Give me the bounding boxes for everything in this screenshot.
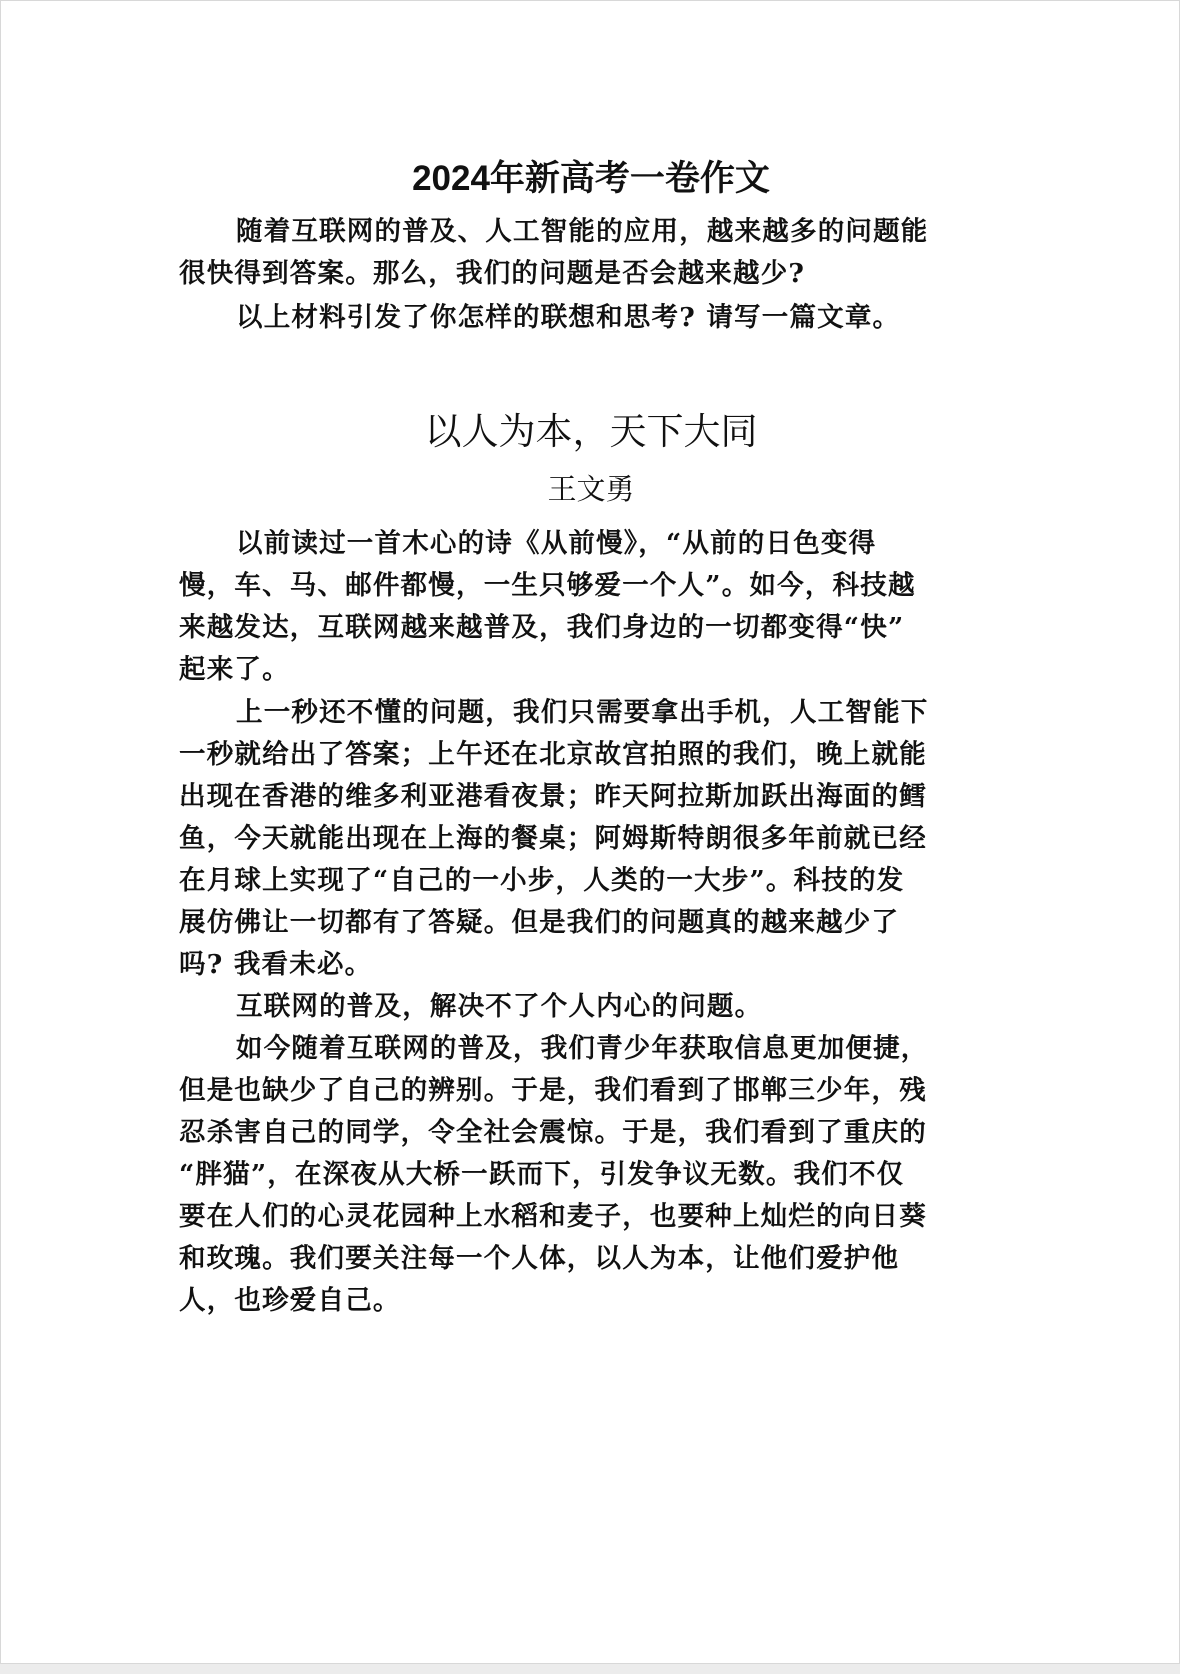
essay-line: 但是也缺少了自己的辨别。于是，我们看到了邯郸三少年，残 <box>179 1075 927 1106</box>
prompt-line: 随着互联网的普及、人工智能的应用，越来越多的问题能 <box>236 216 929 247</box>
essay-line: 出现在香港的维多利亚港看夜景；昨天阿拉斯加跃出海面的鳕 <box>179 781 927 812</box>
essay-line: 忍杀害自己的同学，令全社会震惊。于是，我们看到了重庆的 <box>179 1117 927 1148</box>
essay-line: 一秒就给出了答案；上午还在北京故宫拍照的我们，晚上就能 <box>179 739 927 770</box>
essay-line: 人，也珍爱自己。 <box>179 1285 401 1316</box>
essay-line: “胖猫”，在深夜从大桥一跃而下，引发争议无数。我们不仅 <box>179 1159 905 1190</box>
essay-line: 以前读过一首木心的诗《从前慢》，“从前的日色变得 <box>236 528 877 559</box>
essay-line: 慢，车、马、邮件都慢，一生只够爱一个人”。如今，科技越 <box>179 570 916 601</box>
prompt-line: 很快得到答案。那么，我们的问题是否会越来越少? <box>179 258 806 289</box>
essay-line: 吗? 我看未必。 <box>179 949 373 980</box>
essay-line: 起来了。 <box>179 654 290 685</box>
essay-line: 互联网的普及，解决不了个人内心的问题。 <box>236 991 763 1022</box>
essay-line: 要在人们的心灵花园种上水稻和麦子，也要种上灿烂的向日葵 <box>179 1201 927 1232</box>
essay-line: 展仿佛让一切都有了答疑。但是我们的问题真的越来越少了 <box>179 907 900 938</box>
essay-line: 上一秒还不懂的问题，我们只需要拿出手机，人工智能下 <box>236 697 929 728</box>
essay-line: 和玫瑰。我们要关注每一个人体，以人为本，让他们爱护他 <box>179 1243 900 1274</box>
prompt-line: 以上材料引发了你怎样的联想和思考? 请写一篇文章。 <box>236 302 901 333</box>
essay-title: 以人为本，天下大同 <box>424 410 758 453</box>
essay-line: 在月球上实现了“自己的一小步，人类的一大步”。科技的发 <box>179 865 905 896</box>
essay-line: 来越发达，互联网越来越普及，我们身边的一切都变得“快” <box>179 612 905 643</box>
essay-line: 如今随着互联网的普及，我们青少年获取信息更加便捷， <box>236 1033 929 1064</box>
prompt-title: 2024年新高考一卷作文 <box>412 159 770 198</box>
essay-line: 鱼，今天就能出现在上海的餐桌；阿姆斯特朗很多年前就已经 <box>179 823 927 854</box>
essay-author: 王文勇 <box>547 472 635 506</box>
